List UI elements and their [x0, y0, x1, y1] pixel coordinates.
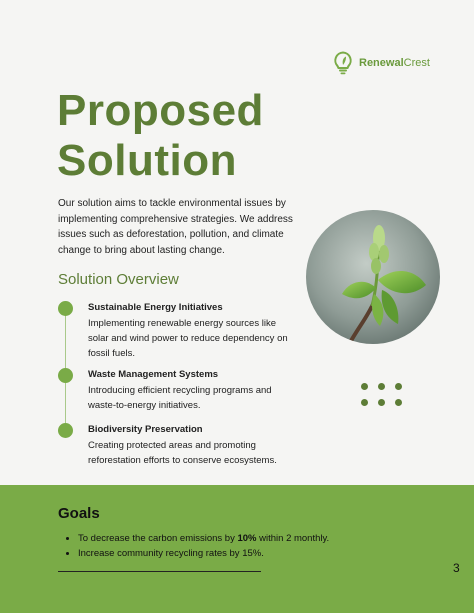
- overview-item-heading: Biodiversity Preservation: [88, 424, 203, 435]
- sprouting-plant-image: [306, 210, 440, 344]
- overview-item: [88, 423, 288, 468]
- plant-photo: [306, 210, 440, 344]
- overview-item-heading: Sustainable Energy Initiatives: [88, 302, 223, 313]
- divider-line: [58, 571, 261, 572]
- overview-item-heading: Waste Management Systems: [88, 369, 219, 380]
- goal-item: • Increase community recycling rates by 15%.: [78, 546, 329, 561]
- overview-item: [88, 301, 288, 361]
- overview-item-description: Introducing efficient recycling programs and waste-to-energy initiatives.: [88, 385, 272, 411]
- overview-item-description: Creating protected areas and promoting reforestation efforts to conserve ecosystems.: [88, 440, 277, 466]
- timeline-line: [65, 302, 67, 432]
- goals-section: [0, 485, 474, 613]
- brand-name: RenewalCrest: [359, 57, 430, 69]
- goals-list: [58, 531, 329, 561]
- lightbulb-leaf-icon: [333, 51, 353, 75]
- page-title: [57, 86, 264, 186]
- intro-paragraph: Our solution aims to tackle environmental issues by implementing comprehensive strategies. We address issues such as deforestation, pollution, and climate change to bring about lasting change.: [58, 198, 293, 256]
- overview-item-description: Implementing renewable energy sources like solar and wind power to reduce dependency on fossil fuels.: [88, 318, 288, 359]
- overview-item: [88, 368, 288, 413]
- decorative-dots: [361, 383, 402, 406]
- title-line-1: Proposed: [57, 86, 264, 135]
- overview-heading: Solution Overview: [58, 271, 179, 288]
- title-line-2: Solution: [57, 136, 237, 185]
- timeline-dot: [58, 368, 73, 383]
- timeline-dot: [58, 301, 73, 316]
- page-number: 3: [453, 561, 460, 575]
- goal-item: • To decrease the carbon emissions by 10% within 2 monthly.: [78, 531, 329, 546]
- timeline-dot: [58, 423, 73, 438]
- brand-logo: [333, 51, 430, 75]
- goals-heading: Goals: [58, 505, 100, 522]
